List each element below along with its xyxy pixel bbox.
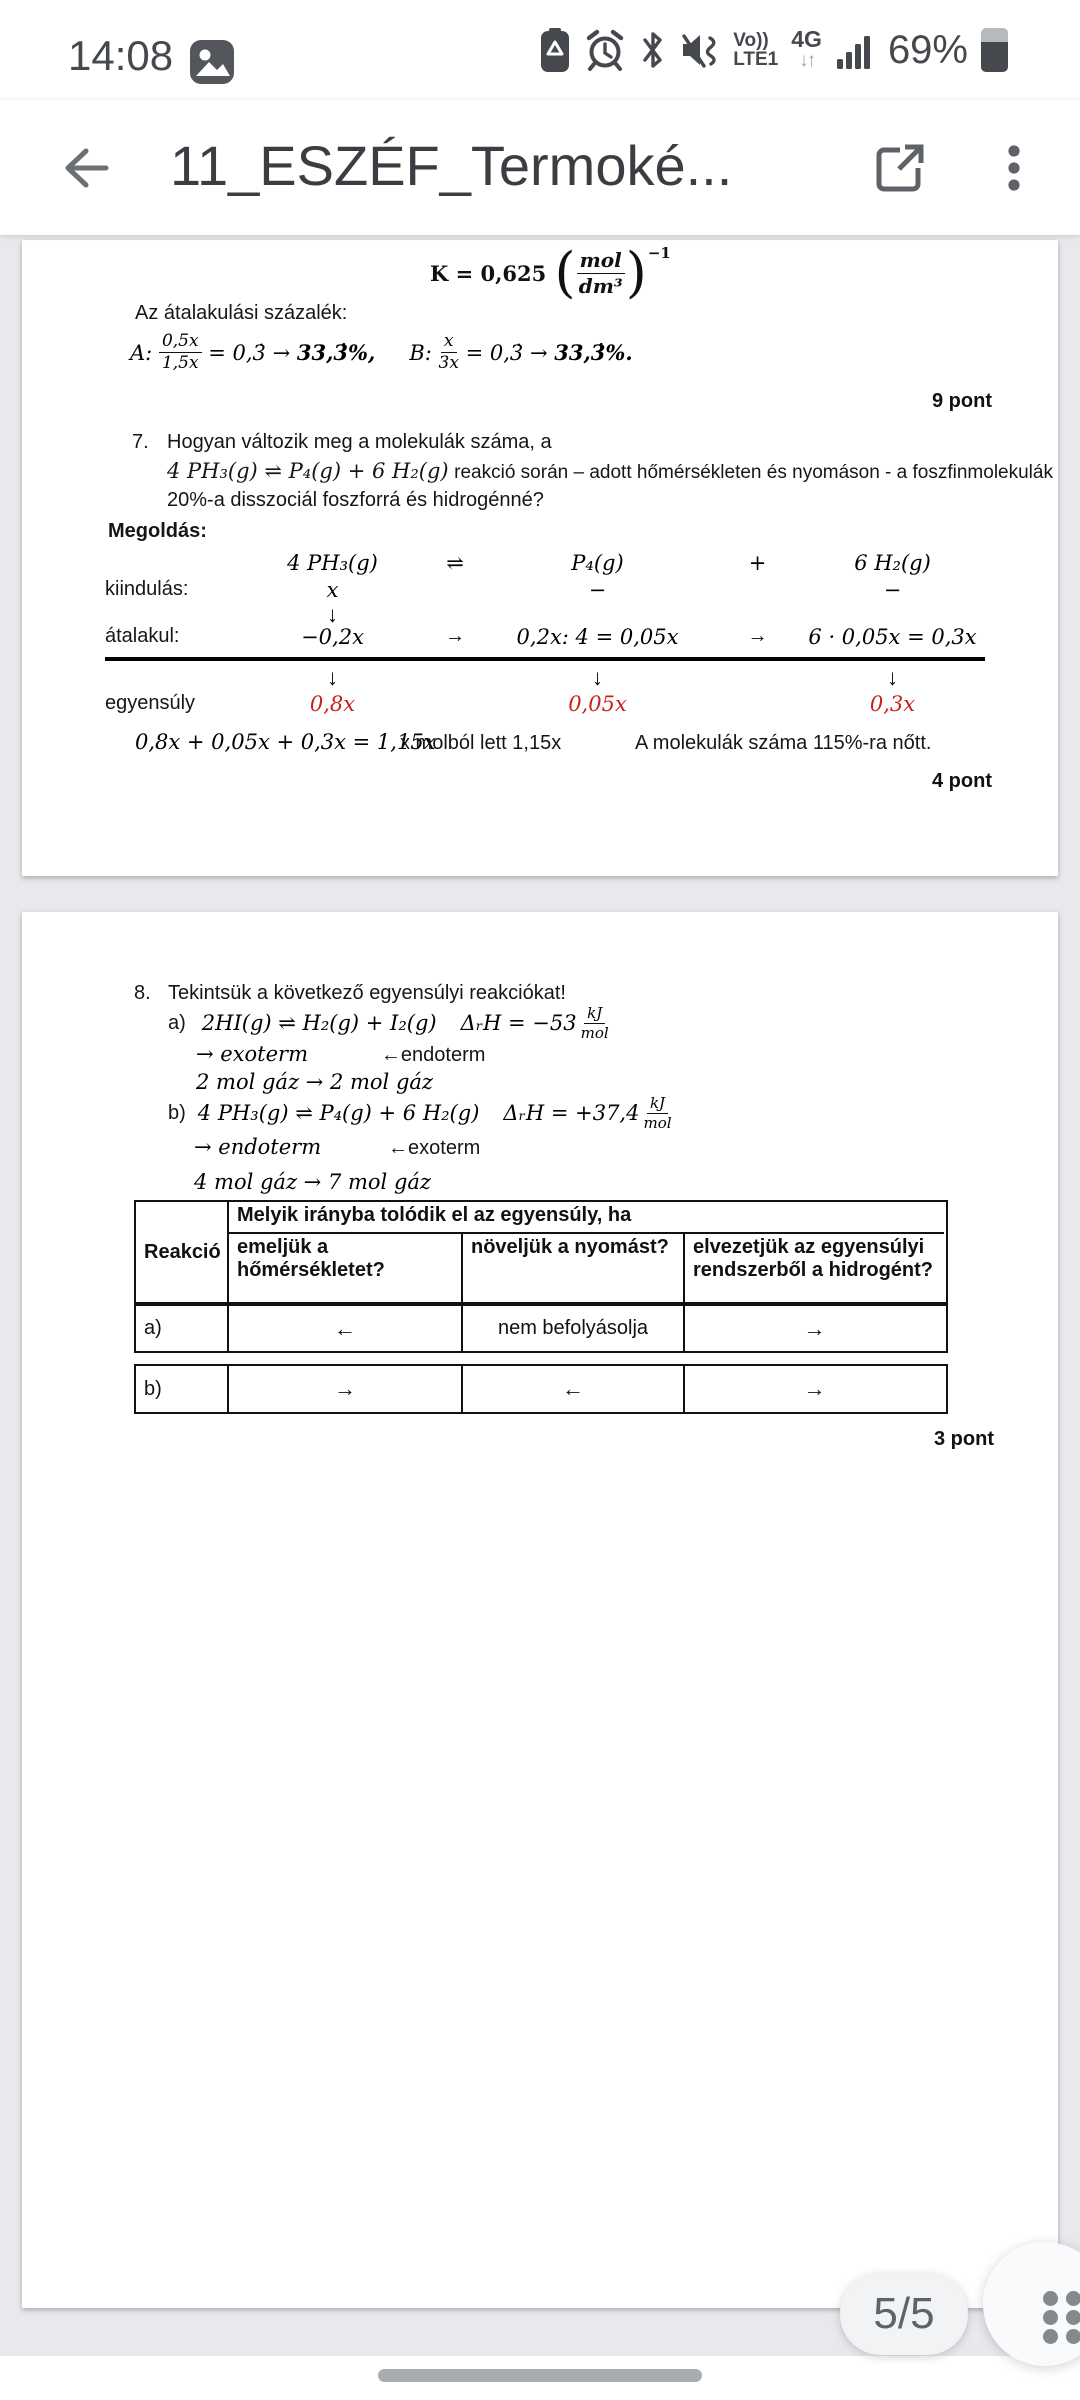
q7-equation: 4 PH₃(g) ⇌ P₄(g) + 6 H₂(g) bbox=[167, 459, 449, 483]
down-arrow-icon: ↓ bbox=[327, 602, 338, 627]
q8-col-reaction: Reakció bbox=[144, 1240, 221, 1263]
gallery-notification-icon bbox=[188, 38, 236, 86]
dot-grid-icon bbox=[1043, 2291, 1080, 2344]
q7-line2: 4 PH₃(g) ⇌ P₄(g) + 6 H₂(g) reakció során – adott hőmérsékleten és nyomáson - a foszfinmolekulák bbox=[167, 459, 1053, 483]
q8-b-mol: 4 mol gáz → 7 mol gáz bbox=[194, 1170, 431, 1194]
q8-b-direction: → endoterm ←exoterm bbox=[194, 1135, 481, 1159]
q7-row-equilibrium: egyensúly 0,8x 0,05x 0,3x bbox=[105, 692, 916, 716]
pdf-viewer-scroll-area[interactable] bbox=[0, 235, 1080, 2356]
q7-line1: Hogyan változik meg a molekulák száma, a bbox=[167, 431, 552, 453]
q8-col-hydrogen: elvezetjük az egyensúlyi rendszerből a hidrogént? bbox=[683, 1232, 944, 1302]
conversion-calculation: A: $\frac{0,5x}{1,5x}$ = 0,3̇ → 33,3̇%, B: $\frac{x}{3x}$ = 0,3̇ → 33,3̇%. bbox=[130, 331, 633, 374]
left-arrow-icon: ← bbox=[461, 1366, 683, 1412]
clock: 14:08 bbox=[68, 32, 174, 79]
conversion-percent-label: Az átalakulási százalék: bbox=[135, 302, 348, 324]
right-arrow-icon: → bbox=[683, 1366, 944, 1412]
alarm-icon bbox=[584, 26, 626, 74]
q8-row-a: a) ← nem befolyásolja → bbox=[134, 1304, 948, 1353]
down-arrow-icon: ↓ bbox=[327, 665, 338, 690]
right-arrow-icon: → bbox=[227, 1366, 461, 1412]
k-unit-denominator: dm³ bbox=[578, 273, 623, 298]
points-badge-9: 9 pont bbox=[932, 390, 992, 412]
document-title: 11_ESZÉF_Termoké... bbox=[170, 133, 733, 197]
q8-reaction-b: b) 4 PH₃(g) ⇌ P₄(g) + 6 H₂(g) ΔᵣH = +37,4 $\frac{kJ}{\text{mol}}$ bbox=[168, 1093, 672, 1132]
gesture-handle[interactable] bbox=[378, 2369, 702, 2382]
q7-line3: 20%-a disszociál foszforrá és hidrogénné? bbox=[167, 489, 544, 511]
q8-title: Tekintsük a következő egyensúlyi reakciókat! bbox=[168, 982, 566, 1004]
q8-col-pressure: növeljük a nyomást? bbox=[461, 1232, 683, 1302]
q8-a-direction: → exoterm ←endoterm bbox=[196, 1042, 486, 1066]
volte-line1: Vo)) bbox=[733, 30, 769, 51]
network-type-indicator bbox=[791, 26, 822, 71]
volte-line2: LTE1 bbox=[733, 49, 779, 70]
q8-number: 8. bbox=[134, 982, 151, 1004]
battery-saver-icon bbox=[539, 26, 571, 74]
battery-percent: 69% bbox=[887, 27, 968, 72]
app-bar bbox=[0, 100, 1080, 235]
left-arrow-icon: ← bbox=[227, 1306, 461, 1351]
q7-table-header: 4 PH₃(g) ⇌ P₄(g) + 6 H₂(g) bbox=[287, 551, 931, 575]
open-in-new-icon[interactable] bbox=[872, 140, 928, 196]
q8-reaction-a: a) 2HI(g) ⇌ H₂(g) + I₂(g) ΔᵣH = −53 $\frac{kJ}{\text{mol}}$ bbox=[168, 1003, 609, 1042]
q7-sum-equation: 0,8x + 0,05x + 0,3x = 1,15x bbox=[135, 730, 436, 754]
q8-col-temp: emeljük a hőmérsékletet? bbox=[227, 1232, 461, 1302]
points-badge-4: 4 pont bbox=[932, 770, 992, 792]
kebab-menu-icon[interactable] bbox=[1006, 140, 1022, 196]
k-value: K = 0,625 bbox=[430, 260, 547, 286]
q7-sum-note2: A molekulák száma 115%-ra nőtt. bbox=[635, 732, 932, 754]
k-constant-formula: K = 0,625 ( $\frac{\text{mol}}{\text{dm³}}$ ) −1 bbox=[430, 241, 671, 304]
data-arrows-icon: ↓↑ bbox=[799, 50, 815, 71]
mute-vibrate-icon bbox=[680, 26, 720, 74]
status-icons bbox=[539, 0, 1008, 100]
battery-icon bbox=[981, 28, 1008, 72]
q8-table-header bbox=[134, 1200, 948, 1304]
signal-strength-icon bbox=[835, 26, 875, 74]
bluetooth-icon bbox=[639, 26, 667, 74]
solution-label: Megoldás: bbox=[108, 520, 207, 542]
q8-a-mol: 2 mol gáz → 2 mol gáz bbox=[196, 1070, 433, 1094]
pdf-page-5 bbox=[22, 912, 1058, 2308]
volte-indicator bbox=[733, 31, 778, 69]
down-arrow-icon: ↓ bbox=[592, 665, 603, 690]
down-arrow-icon: ↓ bbox=[887, 665, 898, 690]
q8-span-header: Melyik irányba tolódik el az egyensúly, ha bbox=[227, 1202, 944, 1232]
status-bar bbox=[0, 0, 1080, 100]
page-indicator: 5/5 bbox=[840, 2273, 968, 2355]
k-exponent: −1 bbox=[647, 244, 671, 262]
pdf-page-4 bbox=[22, 240, 1058, 876]
right-arrow-icon: → bbox=[683, 1306, 944, 1351]
q7-row-initial: kiindulás: x − − bbox=[105, 578, 902, 602]
k-unit-numerator: mol bbox=[577, 249, 625, 273]
q7-sum-note1: x molból lett 1,15x bbox=[400, 732, 562, 754]
points-badge-3: 3 pont bbox=[934, 1428, 994, 1450]
back-arrow-icon[interactable] bbox=[56, 140, 112, 196]
network-type: 4G bbox=[791, 26, 822, 52]
q7-number: 7. bbox=[132, 431, 149, 453]
q7-arrow-row-2 bbox=[105, 665, 985, 691]
q7-row-converted: átalakul: −0,2x → 0,2x: 4 = 0,05x → 6 · 0,05x = 0,3x bbox=[105, 625, 985, 661]
q8-row-b: b) → ← → bbox=[134, 1364, 948, 1414]
